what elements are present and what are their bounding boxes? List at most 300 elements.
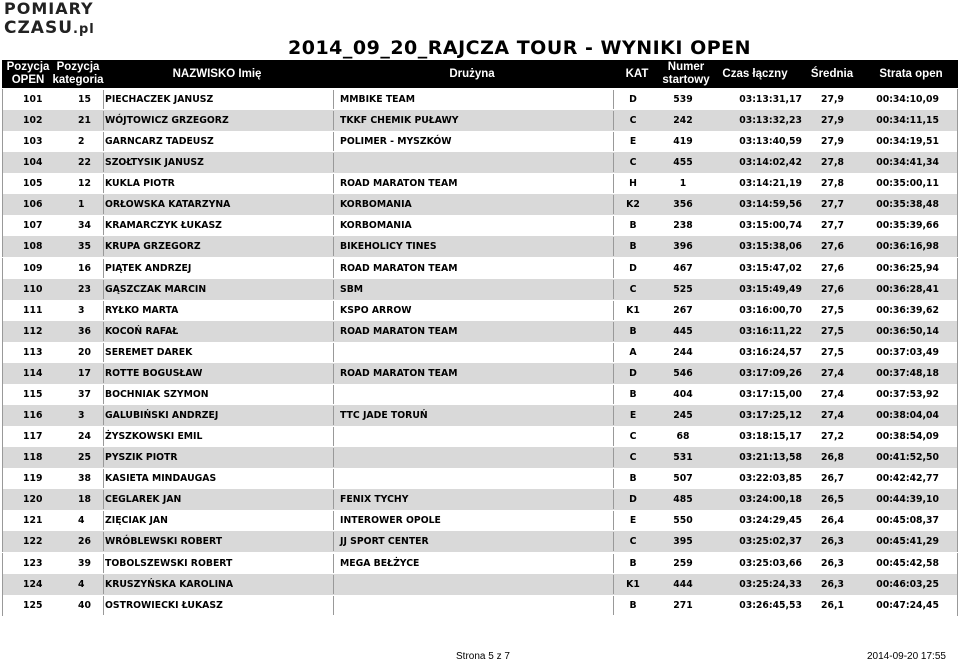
cell-pos-cat: 16 <box>78 262 91 274</box>
cell-number: 244 <box>673 346 693 358</box>
header-pos-cat: Pozycja kategoria <box>52 61 104 86</box>
cell-pos-open: 105 <box>23 178 43 190</box>
cell-border <box>333 216 334 235</box>
cell-total-time: 03:24:29,45 <box>739 515 802 527</box>
cell-kat: D <box>629 494 637 506</box>
cell-name: SEREMET DAREK <box>105 346 193 358</box>
cell-name: GALUBIŃSKI ANDRZEJ <box>105 410 219 422</box>
table-row <box>2 531 958 552</box>
cell-avg: 27,4 <box>821 388 844 400</box>
cell-avg: 27,6 <box>821 241 844 253</box>
cell-border <box>333 322 334 341</box>
cell-border <box>613 596 614 615</box>
logo <box>4 0 104 40</box>
table-row <box>2 300 958 321</box>
cell-name: KRAMARCZYK ŁUKASZ <box>105 220 222 232</box>
cell-avg: 27,7 <box>821 199 844 211</box>
table-row <box>2 110 958 131</box>
cell-avg: 27,2 <box>821 431 844 443</box>
cell-total-time: 03:14:02,42 <box>739 157 802 169</box>
cell-total-time: 03:15:47,02 <box>739 262 802 274</box>
cell-border <box>333 490 334 509</box>
cell-border <box>103 575 104 594</box>
cell-border <box>613 554 614 573</box>
cell-number: 525 <box>673 283 693 295</box>
cell-name: WÓJTOWICZ GRZEGORZ <box>105 115 229 127</box>
cell-kat: B <box>629 599 637 611</box>
cell-border <box>333 132 334 151</box>
cell-kat: E <box>629 136 637 148</box>
cell-loss: 00:41:52,50 <box>876 452 939 464</box>
cell-avg: 27,7 <box>821 220 844 232</box>
cell-team: SBM <box>340 283 364 295</box>
cell-pos-open: 102 <box>23 115 43 127</box>
cell-pos-cat: 1 <box>78 199 85 211</box>
cell-pos-open: 108 <box>23 241 43 253</box>
cell-border <box>613 511 614 530</box>
cell-total-time: 03:24:00,18 <box>739 494 802 506</box>
header-total-time: Czas łączny <box>722 67 788 80</box>
cell-loss: 00:34:19,51 <box>876 136 939 148</box>
cell-kat: B <box>629 473 637 485</box>
cell-total-time: 03:25:24,33 <box>739 578 802 590</box>
cell-kat: C <box>629 536 637 548</box>
cell-total-time: 03:15:38,06 <box>739 241 802 253</box>
cell-number: 467 <box>673 262 693 274</box>
cell-total-time: 03:25:03,66 <box>739 557 802 569</box>
cell-number: 507 <box>673 473 693 485</box>
cell-avg: 27,8 <box>821 178 844 190</box>
cell-border <box>333 301 334 320</box>
cell-loss: 00:42:42,77 <box>876 473 939 485</box>
cell-loss: 00:37:48,18 <box>876 367 939 379</box>
cell-loss: 00:36:50,14 <box>876 325 939 337</box>
cell-kat: C <box>629 452 637 464</box>
cell-kat: A <box>629 346 637 358</box>
cell-total-time: 03:25:02,37 <box>739 536 802 548</box>
cell-pos-cat: 35 <box>78 241 91 253</box>
cell-avg: 27,4 <box>821 367 844 379</box>
cell-border <box>333 554 334 573</box>
cell-kat: E <box>629 410 637 422</box>
cell-border <box>613 343 614 362</box>
cell-border <box>103 90 104 109</box>
cell-border <box>103 301 104 320</box>
cell-border <box>613 90 614 109</box>
cell-total-time: 03:13:40,59 <box>739 136 802 148</box>
cell-border <box>613 364 614 383</box>
table-row <box>2 236 958 257</box>
cell-border <box>103 427 104 446</box>
table-row <box>2 131 958 152</box>
header-loss: Strata open <box>879 67 943 80</box>
cell-pos-cat: 2 <box>78 136 85 148</box>
cell-pos-open: 120 <box>23 494 43 506</box>
cell-name: ŻYSZKOWSKI EMIL <box>105 431 203 443</box>
cell-name: PIECHACZEK JANUSZ <box>105 94 214 105</box>
cell-border <box>103 385 104 404</box>
cell-pos-open: 111 <box>23 304 43 316</box>
cell-kat: C <box>629 157 637 169</box>
table-row <box>2 152 958 173</box>
cell-total-time: 03:16:24,57 <box>739 346 802 358</box>
cell-team: KORBOMANIA <box>340 220 412 232</box>
cell-team: INTEROWER OPOLE <box>340 515 441 527</box>
cell-number: 395 <box>673 536 693 548</box>
cell-border <box>103 554 104 573</box>
cell-border <box>333 364 334 383</box>
cell-pos-cat: 22 <box>78 157 91 169</box>
table-row <box>2 447 958 468</box>
cell-loss: 00:35:00,11 <box>876 178 939 190</box>
cell-avg: 26,1 <box>821 599 844 611</box>
cell-avg: 26,8 <box>821 452 844 464</box>
cell-border <box>613 216 614 235</box>
cell-border <box>613 259 614 278</box>
cell-pos-open: 112 <box>23 325 43 337</box>
cell-loss: 00:36:28,41 <box>876 283 939 295</box>
cell-pos-open: 119 <box>23 473 43 485</box>
cell-name: TOBOLSZEWSKI ROBERT <box>105 557 233 569</box>
table-row <box>2 553 958 574</box>
cell-kat: D <box>629 367 637 379</box>
cell-border <box>333 575 334 594</box>
cell-total-time: 03:26:45,53 <box>739 599 802 611</box>
logo-line1: POMIARY <box>4 0 94 18</box>
cell-kat: D <box>629 262 637 274</box>
cell-name: PIĄTEK ANDRZEJ <box>105 262 192 274</box>
cell-number: 539 <box>673 94 693 105</box>
cell-border <box>613 301 614 320</box>
cell-total-time: 03:16:11,22 <box>739 325 802 337</box>
cell-pos-cat: 4 <box>78 515 85 527</box>
cell-name: SZOŁTYSIK JANUSZ <box>105 157 204 169</box>
cell-border <box>103 259 104 278</box>
cell-border <box>103 237 104 256</box>
cell-pos-cat: 40 <box>78 599 91 611</box>
cell-name: ZIĘCIAK JAN <box>105 515 168 527</box>
cell-border <box>103 406 104 425</box>
cell-kat: K1 <box>626 304 640 316</box>
cell-border <box>333 385 334 404</box>
table-header <box>2 60 958 88</box>
cell-loss: 00:37:53,92 <box>876 388 939 400</box>
cell-border <box>103 216 104 235</box>
cell-number: 259 <box>673 557 693 569</box>
cell-border <box>103 322 104 341</box>
cell-total-time: 03:21:13,58 <box>739 452 802 464</box>
cell-team: ROAD MARATON TEAM <box>340 367 458 379</box>
cell-number: 455 <box>673 157 693 169</box>
cell-number: 242 <box>673 115 693 127</box>
cell-pos-cat: 36 <box>78 325 91 337</box>
cell-border <box>333 237 334 256</box>
cell-total-time: 03:13:31,17 <box>739 94 802 105</box>
cell-pos-cat: 23 <box>78 283 91 295</box>
cell-loss: 00:34:41,34 <box>876 157 939 169</box>
cell-pos-cat: 25 <box>78 452 91 464</box>
cell-pos-open: 122 <box>23 536 43 548</box>
cell-total-time: 03:15:49,49 <box>739 283 802 295</box>
cell-number: 419 <box>673 136 693 148</box>
cell-pos-open: 125 <box>23 599 43 611</box>
cell-border <box>103 511 104 530</box>
cell-border <box>103 153 104 172</box>
cell-total-time: 03:13:32,23 <box>739 115 802 127</box>
cell-name: KUKLA PIOTR <box>105 178 175 190</box>
cell-loss: 00:34:10,09 <box>876 94 939 105</box>
cell-border <box>613 575 614 594</box>
cell-team: KORBOMANIA <box>340 199 412 211</box>
cell-name: PYSZIK PIOTR <box>105 452 178 464</box>
cell-loss: 00:35:39,66 <box>876 220 939 232</box>
cell-name: CEGLAREK JAN <box>105 494 182 506</box>
cell-border <box>333 174 334 193</box>
cell-number: 404 <box>673 388 693 400</box>
cell-kat: C <box>629 115 637 127</box>
cell-total-time: 03:15:00,74 <box>739 220 802 232</box>
cell-border <box>333 448 334 467</box>
table-row <box>2 510 958 531</box>
cell-pos-cat: 15 <box>78 94 91 105</box>
cell-loss: 00:44:39,10 <box>876 494 939 506</box>
cell-avg: 27,5 <box>821 304 844 316</box>
cell-border <box>103 280 104 299</box>
cell-pos-open: 113 <box>23 346 43 358</box>
cell-border <box>613 174 614 193</box>
cell-loss: 00:35:38,48 <box>876 199 939 211</box>
cell-avg: 26,3 <box>821 578 844 590</box>
cell-number: 550 <box>673 515 693 527</box>
cell-number: 267 <box>673 304 693 316</box>
cell-number: 1 <box>679 178 687 190</box>
table-row <box>2 89 958 110</box>
cell-pos-open: 101 <box>23 94 43 105</box>
cell-name: GARNCARZ TADEUSZ <box>105 136 214 148</box>
table-row <box>2 574 958 595</box>
cell-avg: 26,3 <box>821 536 844 548</box>
cell-number: 531 <box>673 452 693 464</box>
table-row <box>2 342 958 363</box>
cell-total-time: 03:22:03,85 <box>739 473 802 485</box>
cell-total-time: 03:18:15,17 <box>739 431 802 443</box>
cell-avg: 27,9 <box>821 136 844 148</box>
cell-pos-cat: 21 <box>78 115 91 127</box>
cell-loss: 00:47:24,45 <box>876 599 939 611</box>
cell-border <box>613 469 614 488</box>
table-row <box>2 426 958 447</box>
cell-border <box>333 195 334 214</box>
cell-pos-open: 121 <box>23 515 43 527</box>
cell-border <box>613 280 614 299</box>
cell-name: KRUPA GRZEGORZ <box>105 241 201 253</box>
cell-loss: 00:45:41,29 <box>876 536 939 548</box>
header-kat: KAT <box>625 67 649 80</box>
cell-pos-cat: 37 <box>78 388 91 400</box>
page-number: Strona 5 z 7 <box>456 651 510 662</box>
cell-total-time: 03:17:09,26 <box>739 367 802 379</box>
cell-total-time: 03:17:25,12 <box>739 410 802 422</box>
cell-pos-cat: 12 <box>78 178 91 190</box>
cell-number: 356 <box>673 199 693 211</box>
cell-number: 245 <box>673 410 693 422</box>
cell-pos-open: 123 <box>23 557 43 569</box>
print-date: 2014-09-20 17:55 <box>867 651 946 662</box>
cell-team: ROAD MARATON TEAM <box>340 178 458 190</box>
header-team: Drużyna <box>449 67 495 80</box>
cell-loss: 00:34:11,15 <box>876 115 939 127</box>
cell-loss: 00:45:08,37 <box>876 515 939 527</box>
cell-border <box>613 322 614 341</box>
cell-border <box>333 111 334 130</box>
cell-pos-open: 110 <box>23 283 43 295</box>
header-name: NAZWISKO Imię <box>172 67 262 80</box>
cell-border <box>613 132 614 151</box>
cell-team: MEGA BEŁŻYCE <box>340 557 420 569</box>
logo-line2-main: CZASU <box>4 18 74 38</box>
cell-loss: 00:45:42,58 <box>876 557 939 569</box>
cell-pos-open: 114 <box>23 367 43 379</box>
cell-team: MMBIKE TEAM <box>340 94 415 105</box>
cell-kat: E <box>629 515 637 527</box>
table-row <box>2 595 958 616</box>
cell-total-time: 03:14:21,19 <box>739 178 802 190</box>
cell-avg: 27,4 <box>821 410 844 422</box>
cell-team: JJ SPORT CENTER <box>340 536 429 548</box>
cell-number: 238 <box>673 220 693 232</box>
cell-pos-open: 107 <box>23 220 43 232</box>
cell-border <box>333 532 334 551</box>
cell-border <box>103 174 104 193</box>
cell-pos-open: 118 <box>23 452 43 464</box>
cell-team: POLIMER - MYSZKÓW <box>340 136 452 148</box>
table-row <box>2 194 958 215</box>
cell-loss: 00:36:25,94 <box>876 262 939 274</box>
cell-kat: B <box>629 220 637 232</box>
cell-pos-cat: 26 <box>78 536 91 548</box>
cell-number: 444 <box>673 578 693 590</box>
cell-number: 271 <box>673 599 693 611</box>
cell-pos-cat: 3 <box>78 410 85 422</box>
cell-name: RYŁKO MARTA <box>105 304 179 316</box>
cell-pos-open: 109 <box>23 262 43 274</box>
table-row <box>2 405 958 426</box>
cell-avg: 27,5 <box>821 346 844 358</box>
cell-pos-cat: 38 <box>78 473 91 485</box>
cell-number: 396 <box>673 241 693 253</box>
cell-avg: 26,3 <box>821 557 844 569</box>
cell-border <box>103 364 104 383</box>
table-row <box>2 321 958 342</box>
cell-border <box>333 259 334 278</box>
cell-border <box>613 111 614 130</box>
cell-border <box>613 385 614 404</box>
cell-name: GĄSZCZAK MARCIN <box>105 283 207 295</box>
cell-kat: B <box>629 241 637 253</box>
cell-border <box>103 469 104 488</box>
cell-team: TTC JADE TORUŃ <box>340 410 428 422</box>
header-pos-open: Pozycja OPEN <box>6 61 50 86</box>
cell-border <box>333 343 334 362</box>
cell-number: 68 <box>676 431 690 443</box>
cell-pos-open: 115 <box>23 388 43 400</box>
cell-team: BIKEHOLICY TINES <box>340 241 437 253</box>
table-row <box>2 215 958 236</box>
cell-kat: B <box>629 388 637 400</box>
cell-border <box>333 511 334 530</box>
cell-kat: C <box>629 283 637 295</box>
cell-name: ROTTE BOGUSŁAW <box>105 367 203 379</box>
cell-pos-open: 124 <box>23 578 43 590</box>
cell-pos-cat: 34 <box>78 220 91 232</box>
table-row <box>2 384 958 405</box>
table-row <box>2 468 958 489</box>
cell-border <box>613 490 614 509</box>
cell-border <box>333 469 334 488</box>
cell-border <box>103 448 104 467</box>
cell-pos-cat: 17 <box>78 367 91 379</box>
cell-number: 546 <box>673 367 693 379</box>
cell-loss: 00:38:54,09 <box>876 431 939 443</box>
cell-name: KRUSZYŃSKA KAROLINA <box>105 578 234 590</box>
cell-kat: C <box>629 431 637 443</box>
cell-team: TKKF CHEMIK PUŁAWY <box>340 115 459 127</box>
logo-line2-suffix: .pl <box>73 22 95 37</box>
cell-name: BOCHNIAK SZYMON <box>105 388 209 400</box>
cell-total-time: 03:14:59,56 <box>739 199 802 211</box>
cell-border <box>103 111 104 130</box>
header-avg: Średnia <box>810 67 854 80</box>
table-row <box>2 489 958 510</box>
cell-border <box>103 490 104 509</box>
cell-avg: 26,4 <box>821 515 844 527</box>
cell-pos-cat: 4 <box>78 578 85 590</box>
cell-loss: 00:36:39,62 <box>876 304 939 316</box>
cell-name: OSTROWIECKI ŁUKASZ <box>105 599 223 611</box>
cell-pos-open: 116 <box>23 410 43 422</box>
cell-avg: 27,9 <box>821 115 844 127</box>
cell-avg: 27,6 <box>821 283 844 295</box>
cell-avg: 27,9 <box>821 94 844 105</box>
cell-name: WRÓBLEWSKI ROBERT <box>105 536 223 548</box>
cell-kat: B <box>629 557 637 569</box>
cell-pos-cat: 3 <box>78 304 85 316</box>
cell-border <box>613 237 614 256</box>
cell-border <box>613 153 614 172</box>
cell-pos-cat: 39 <box>78 557 91 569</box>
cell-kat: H <box>629 178 637 190</box>
cell-pos-open: 106 <box>23 199 43 211</box>
cell-pos-cat: 24 <box>78 431 91 443</box>
cell-team: KSPO ARROW <box>340 304 412 316</box>
cell-border <box>103 343 104 362</box>
cell-pos-open: 104 <box>23 157 43 169</box>
cell-loss: 00:37:03,49 <box>876 346 939 358</box>
table-row <box>2 279 958 300</box>
cell-avg: 26,7 <box>821 473 844 485</box>
cell-border <box>613 406 614 425</box>
cell-team: FENIX TYCHY <box>340 494 409 506</box>
cell-total-time: 03:17:15,00 <box>739 388 802 400</box>
cell-pos-open: 117 <box>23 431 43 443</box>
cell-border <box>103 132 104 151</box>
cell-border <box>333 153 334 172</box>
cell-border <box>613 448 614 467</box>
cell-pos-open: 103 <box>23 136 43 148</box>
cell-team: ROAD MARATON TEAM <box>340 325 458 337</box>
cell-number: 445 <box>673 325 693 337</box>
cell-border <box>333 596 334 615</box>
